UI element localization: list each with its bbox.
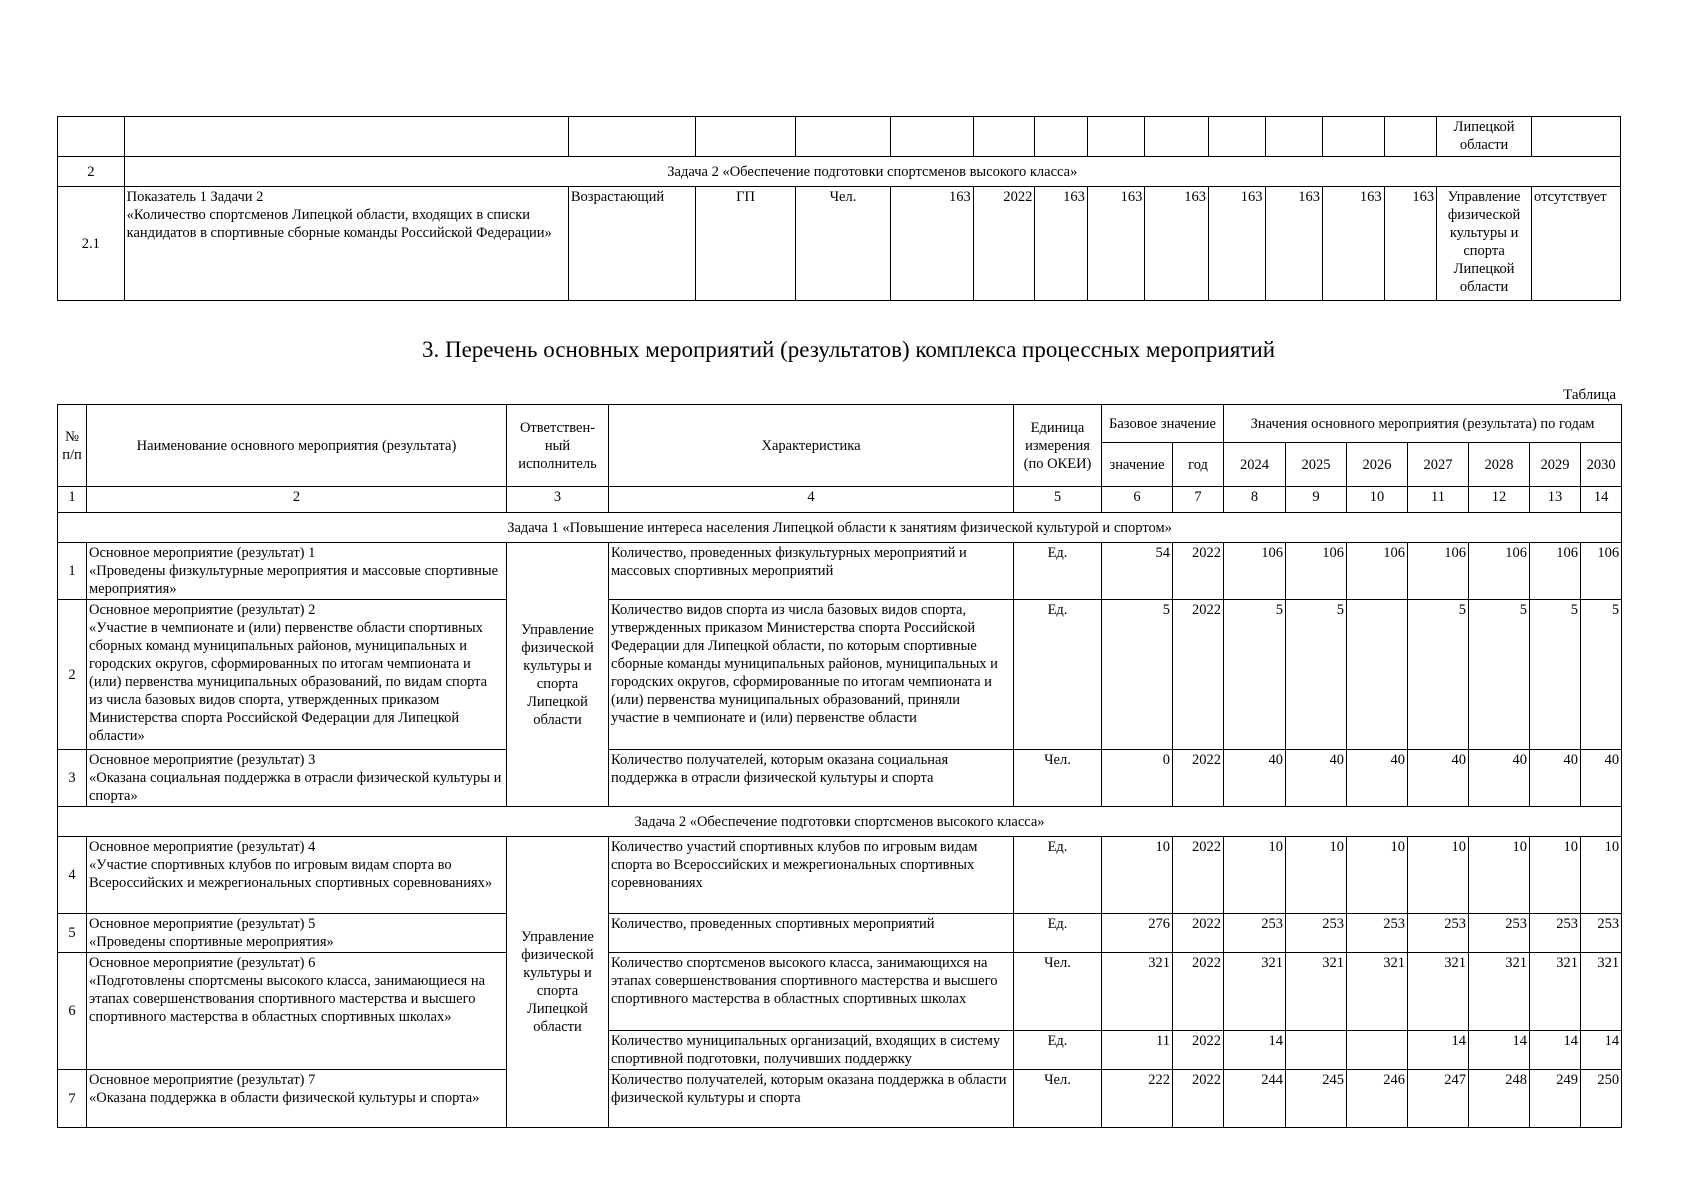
unit: Ед. [1014,600,1102,750]
activity-description: «Участие в чемпионате и (или) первенстве области спортивных сборных команд муниципальных районов, муниципальных и городских округов, сформированных по итогам чемпионата и (или) первенства муниципальных образований, по видам спорта из числа базовых видов спорта, утвержденных приказом Министерства спорта Российской Федерации для Липецкой области» [89,620,488,744]
characteristic: Количество муниципальных организаций, входящих в систему спортивной подготовки, получивших поддержку [609,1031,1014,1070]
header-year: 2025 [1286,443,1347,487]
header-base: Базовое значение [1102,405,1224,443]
responsible-executor: Управление физической культуры и спорта Липецкой области [507,543,609,807]
table-row [58,1070,1622,1128]
characteristic: Количество, проведенных спортивных мероприятий [609,914,1014,953]
indicator-base-value: 163 [890,187,973,301]
unit: Ед. [1014,914,1102,953]
activity-title: Основное мероприятие (результат) 6 [89,955,316,971]
indicator-value: 163 [1145,187,1209,301]
table-row [58,914,1622,953]
year-value: 247 [1408,1070,1469,1128]
year-value: 321 [1286,953,1347,1031]
indicator-level: ГП [696,187,796,301]
indicator-value: 163 [1035,187,1088,301]
base-value: 0 [1102,750,1173,807]
activities-table [57,404,1622,1128]
year-value: 40 [1530,750,1581,807]
section-title: 3. Перечень основных мероприятий (результатов) комплекса процессных мероприятий [421,337,1276,362]
header-name: Наименование основного мероприятия (результата) [87,405,507,487]
year-value: 106 [1286,543,1347,600]
row-number: 3 [58,750,87,807]
column-number: 5 [1014,487,1102,513]
base-year: 2022 [1173,914,1224,953]
activity-title: Основное мероприятие (результат) 5 [89,916,316,932]
unit: Ед. [1014,837,1102,914]
activity-description: «Проведены спортивные мероприятия» [89,934,334,950]
year-value: 5 [1581,600,1622,750]
column-number: 13 [1530,487,1581,513]
indicator-value: 163 [1265,187,1323,301]
activity-title: Основное мероприятие (результат) 1 [89,545,316,561]
year-value: 10 [1224,837,1286,914]
unit: Чел. [1014,953,1102,1031]
characteristic: Количество видов спорта из числа базовых видов спорта, утвержденных приказом Министерства спорта Российской Федерации для Липецкой области, по которым спортивные сборные команды муниципальных районов, муниципальных и городских округов, сформированные по итогам чемпионата и (или) первенства муниципальных образований, приняли участие в чемпионате и (или) первенстве области [609,600,1014,750]
activity-title: Основное мероприятие (результат) 3 [89,752,316,768]
base-value: 222 [1102,1070,1173,1128]
year-value: 40 [1469,750,1530,807]
column-number: 14 [1581,487,1622,513]
year-value: 321 [1469,953,1530,1031]
header-year: 2028 [1469,443,1530,487]
year-value: 10 [1347,837,1408,914]
indicator-row [58,187,1621,301]
year-value: 5 [1286,600,1347,750]
year-value: 253 [1530,914,1581,953]
unit: Чел. [1014,1070,1102,1128]
base-value: 5 [1102,600,1173,750]
responsible-executor: Управление физической культуры и спорта Липецкой области [507,837,609,1128]
header-characteristic: Характеристика [609,405,1014,487]
year-value: 40 [1286,750,1347,807]
task-row [58,807,1622,837]
characteristic: Количество, проведенных физкультурных мероприятий и массовых спортивных мероприятий [609,543,1014,600]
year-value: 40 [1408,750,1469,807]
year-value: 5 [1469,600,1530,750]
base-value: 10 [1102,837,1173,914]
unit: Ед. [1014,1031,1102,1070]
indicator-unit: Чел. [796,187,891,301]
row-number: 5 [58,914,87,953]
year-value: 321 [1408,953,1469,1031]
table-row [58,750,1622,807]
year-value: 14 [1469,1031,1530,1070]
year-value: 253 [1347,914,1408,953]
year-value: 253 [1469,914,1530,953]
base-value: 54 [1102,543,1173,600]
header-row-1 [58,405,1622,443]
year-value: 10 [1581,837,1622,914]
column-number: 9 [1286,487,1347,513]
year-value: 253 [1408,914,1469,953]
year-value [1286,1031,1347,1070]
column-numbers-row [58,487,1622,513]
year-value: 14 [1581,1031,1622,1070]
activity-description: «Оказана поддержка в области физической культуры и спорта» [89,1090,480,1106]
indicator-base-year: 2022 [973,187,1035,301]
year-value: 321 [1530,953,1581,1031]
row-number: 2 [58,600,87,750]
header-base-value: значение [1102,443,1173,487]
row-number: 6 [58,953,87,1070]
year-value: 253 [1581,914,1622,953]
year-value: 10 [1286,837,1347,914]
activity-description: «Подготовлены спортсмены высокого класса, занимающиеся на этапах совершенствования спортивного мастерства и высшего спортивного мастерства в областных спортивных школах» [89,973,486,1025]
activity-title: Основное мероприятие (результат) 7 [89,1072,316,1088]
header-year: 2029 [1530,443,1581,487]
activity-description: «Участие спортивных клубов по игровым видам спорта во Всероссийских и межрегиональных спортивных соревнованиях» [89,857,493,891]
base-year: 2022 [1173,600,1224,750]
year-value: 253 [1224,914,1286,953]
year-value: 321 [1347,953,1408,1031]
year-value: 250 [1581,1070,1622,1128]
year-value: 248 [1469,1070,1530,1128]
table-row [58,837,1622,914]
header-base-year: год [1173,443,1224,487]
row-number: 1 [58,543,87,600]
task-number: 2 [58,157,125,187]
header-year: 2027 [1408,443,1469,487]
fragment-row [58,117,1621,157]
activity-name [87,1070,507,1128]
indicator-name-line1: Показатель 1 Задачи 2 [126,189,264,205]
year-value: 5 [1224,600,1286,750]
year-value: 14 [1408,1031,1469,1070]
activity-name [87,837,507,914]
year-value: 10 [1408,837,1469,914]
year-value: 5 [1408,600,1469,750]
year-value: 321 [1224,953,1286,1031]
indicator-number: 2.1 [58,187,125,301]
activity-name [87,953,507,1070]
column-number: 10 [1347,487,1408,513]
year-value: 106 [1469,543,1530,600]
table-row [58,953,1622,1031]
year-value: 106 [1224,543,1286,600]
header-responsible: Ответствен-ный исполнитель [507,405,609,487]
indicator-link: отсутствует [1532,187,1621,301]
characteristic: Количество получателей, которым оказана социальная поддержка в отрасли физической культуры и спорта [609,750,1014,807]
year-value: 5 [1530,600,1581,750]
base-year: 2022 [1173,953,1224,1031]
year-value: 106 [1408,543,1469,600]
column-number: 2 [87,487,507,513]
year-value: 106 [1530,543,1581,600]
year-value: 321 [1581,953,1622,1031]
task-row [58,157,1621,187]
year-value: 249 [1530,1070,1581,1128]
activity-title: Основное мероприятие (результат) 2 [89,602,316,618]
activity-name [87,600,507,750]
task-title: Задача 2 «Обеспечение подготовки спортсменов высокого класса» [124,157,1620,187]
year-value: 14 [1224,1031,1286,1070]
column-number: 6 [1102,487,1173,513]
row-number: 4 [58,837,87,914]
header-unit: Единица измерения (по ОКЕИ) [1014,405,1102,487]
column-number: 7 [1173,487,1224,513]
year-value: 10 [1469,837,1530,914]
characteristic: Количество получателей, которым оказана поддержка в области физической культуры и спорта [609,1070,1014,1128]
year-value: 244 [1224,1070,1286,1128]
activity-name [87,750,507,807]
header-year: 2024 [1224,443,1286,487]
year-value: 14 [1530,1031,1581,1070]
indicator-value: 163 [1087,187,1145,301]
activity-title: Основное мероприятие (результат) 4 [89,839,316,855]
header-year: 2030 [1581,443,1622,487]
base-year: 2022 [1173,543,1224,600]
header-by-years: Значения основного мероприятия (результата) по годам [1224,405,1622,443]
base-year: 2022 [1173,1070,1224,1128]
column-number: 1 [58,487,87,513]
activity-name [87,543,507,600]
table-caption: Таблица [1563,387,1616,403]
year-value: 10 [1530,837,1581,914]
year-value [1347,600,1408,750]
year-value: 40 [1581,750,1622,807]
column-number: 4 [609,487,1014,513]
table-row [58,600,1622,750]
base-value: 276 [1102,914,1173,953]
row-number: 7 [58,1070,87,1128]
unit: Чел. [1014,750,1102,807]
indicator-trend: Возрастающий [568,187,695,301]
table-row [58,543,1622,600]
base-year: 2022 [1173,837,1224,914]
base-year: 2022 [1173,1031,1224,1070]
column-number: 8 [1224,487,1286,513]
year-value: 246 [1347,1070,1408,1128]
year-value: 40 [1347,750,1408,807]
unit: Ед. [1014,543,1102,600]
column-number: 11 [1408,487,1469,513]
indicator-name-line2: «Количество спортсменов Липецкой области, входящих в списки кандидатов в спортивные сборные команды Российской Федерации» [126,207,552,241]
year-value: 253 [1286,914,1347,953]
column-number: 3 [507,487,609,513]
activity-name [87,914,507,953]
base-value: 321 [1102,953,1173,1031]
year-value [1347,1031,1408,1070]
header-num: № п/п [58,405,87,487]
indicator-value: 163 [1323,187,1385,301]
indicator-name [124,187,568,301]
indicator-responsible: Управление физической культуры и спорта Липецкой области [1437,187,1532,301]
task-1-title: Задача 1 «Повышение интереса населения Липецкой области к занятиям физической культурой и спортом» [58,513,1622,543]
characteristic: Количество спортсменов высокого класса, занимающихся на этапах совершенствования спортивного мастерства и высшего спортивного мастерства в областных спортивных школах [609,953,1014,1031]
characteristic: Количество участий спортивных клубов по игровым видам спорта во Всероссийских и межрегиональных спортивных соревнованиях [609,837,1014,914]
base-value: 11 [1102,1031,1173,1070]
task-row [58,513,1622,543]
year-value: 106 [1581,543,1622,600]
task-2-title: Задача 2 «Обеспечение подготовки спортсменов высокого класса» [58,807,1622,837]
column-number: 12 [1469,487,1530,513]
activity-description: «Проведены физкультурные мероприятия и массовые спортивные мероприятия» [89,563,499,597]
indicators-table-fragment [57,116,1621,301]
indicator-value: 163 [1208,187,1265,301]
activity-description: «Оказана социальная поддержка в отрасли физической культуры и спорта» [89,770,502,804]
indicator-value: 163 [1384,187,1437,301]
year-value: 40 [1224,750,1286,807]
fragment-responsible: Липецкой области [1437,117,1532,157]
base-year: 2022 [1173,750,1224,807]
year-value: 245 [1286,1070,1347,1128]
header-year: 2026 [1347,443,1408,487]
year-value: 106 [1347,543,1408,600]
